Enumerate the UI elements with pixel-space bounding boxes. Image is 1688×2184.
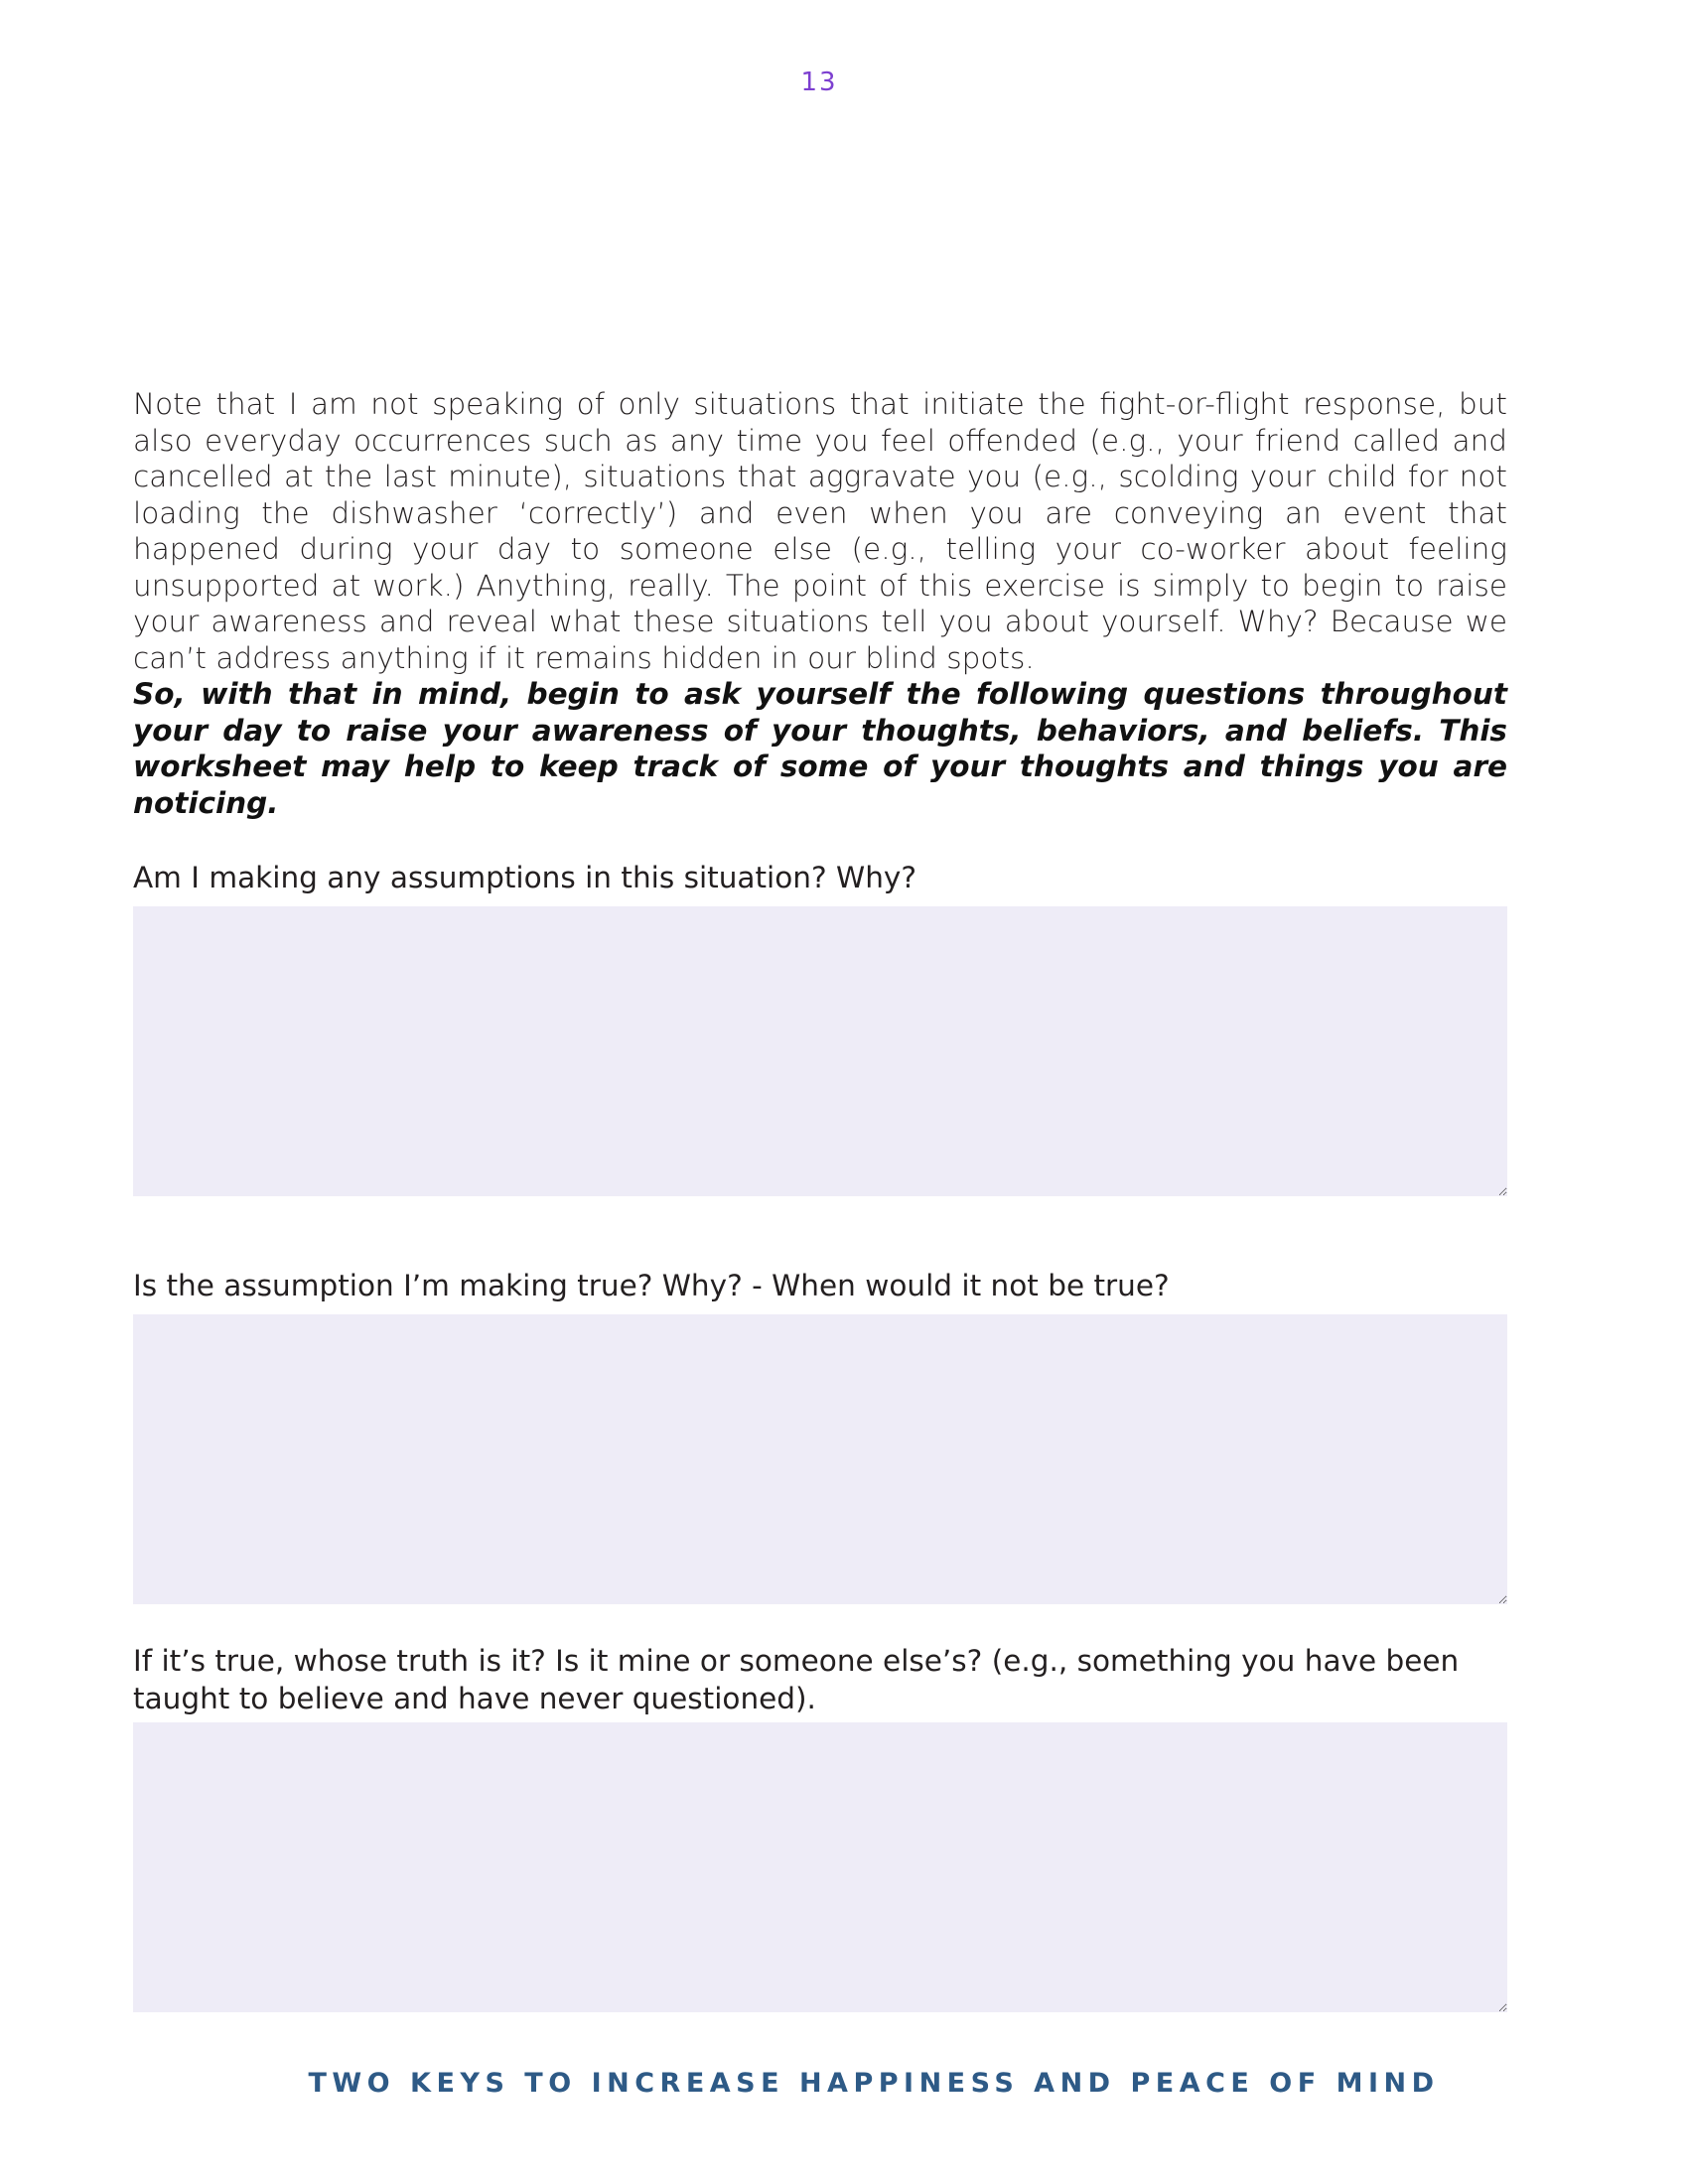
intro-paragraph: Note that I am not speaking of only situations that initiate the fight-or-flight response, but also everyday occurrences such as any time you feel offended (e.g., your friend called and cancelled at the last minute), situations that aggravate you (e.g., scolding your child for not loading the dishwasher ‘correctly’) and even when you are conveying an event that happened during your day to someone else (e.g., telling your co-worker about feeling unsupported at work.) Anything, really. The point of this exercise is simply to begin to raise your awareness and reveal what these situations tell you about yourself. Why? Because we can’t address anything if it remains hidden in our blind spots. [133,387,1507,675]
answer-box-assumption-true[interactable] [133,1314,1507,1604]
answer-box-whose-truth[interactable] [133,1722,1507,2012]
question-assumption-true: Is the assumption I’m making true? Why? - When would it not be true? [133,1269,1170,1302]
answer-box-assumptions[interactable] [133,906,1507,1196]
page-number: 13 [800,68,838,97]
question-assumptions: Am I making any assumptions in this situation? Why? [133,861,917,894]
question-whose-truth: If it’s true, whose truth is it? Is it mine or someone else’s? (e.g., something you have been taught to believe and have never questioned). [133,1644,1460,1715]
worksheet-instruction: So, with that in mind, begin to ask yourself the following questions throughout your day to raise your awareness of your thoughts, behaviors, and beliefs. This worksheet may help to keep track of some of your thoughts and things you are noticing. [133,677,1507,820]
footer-book-title: TWO KEYS TO INCREASE HAPPINESS AND PEACE OF MIND [308,2068,1440,2099]
